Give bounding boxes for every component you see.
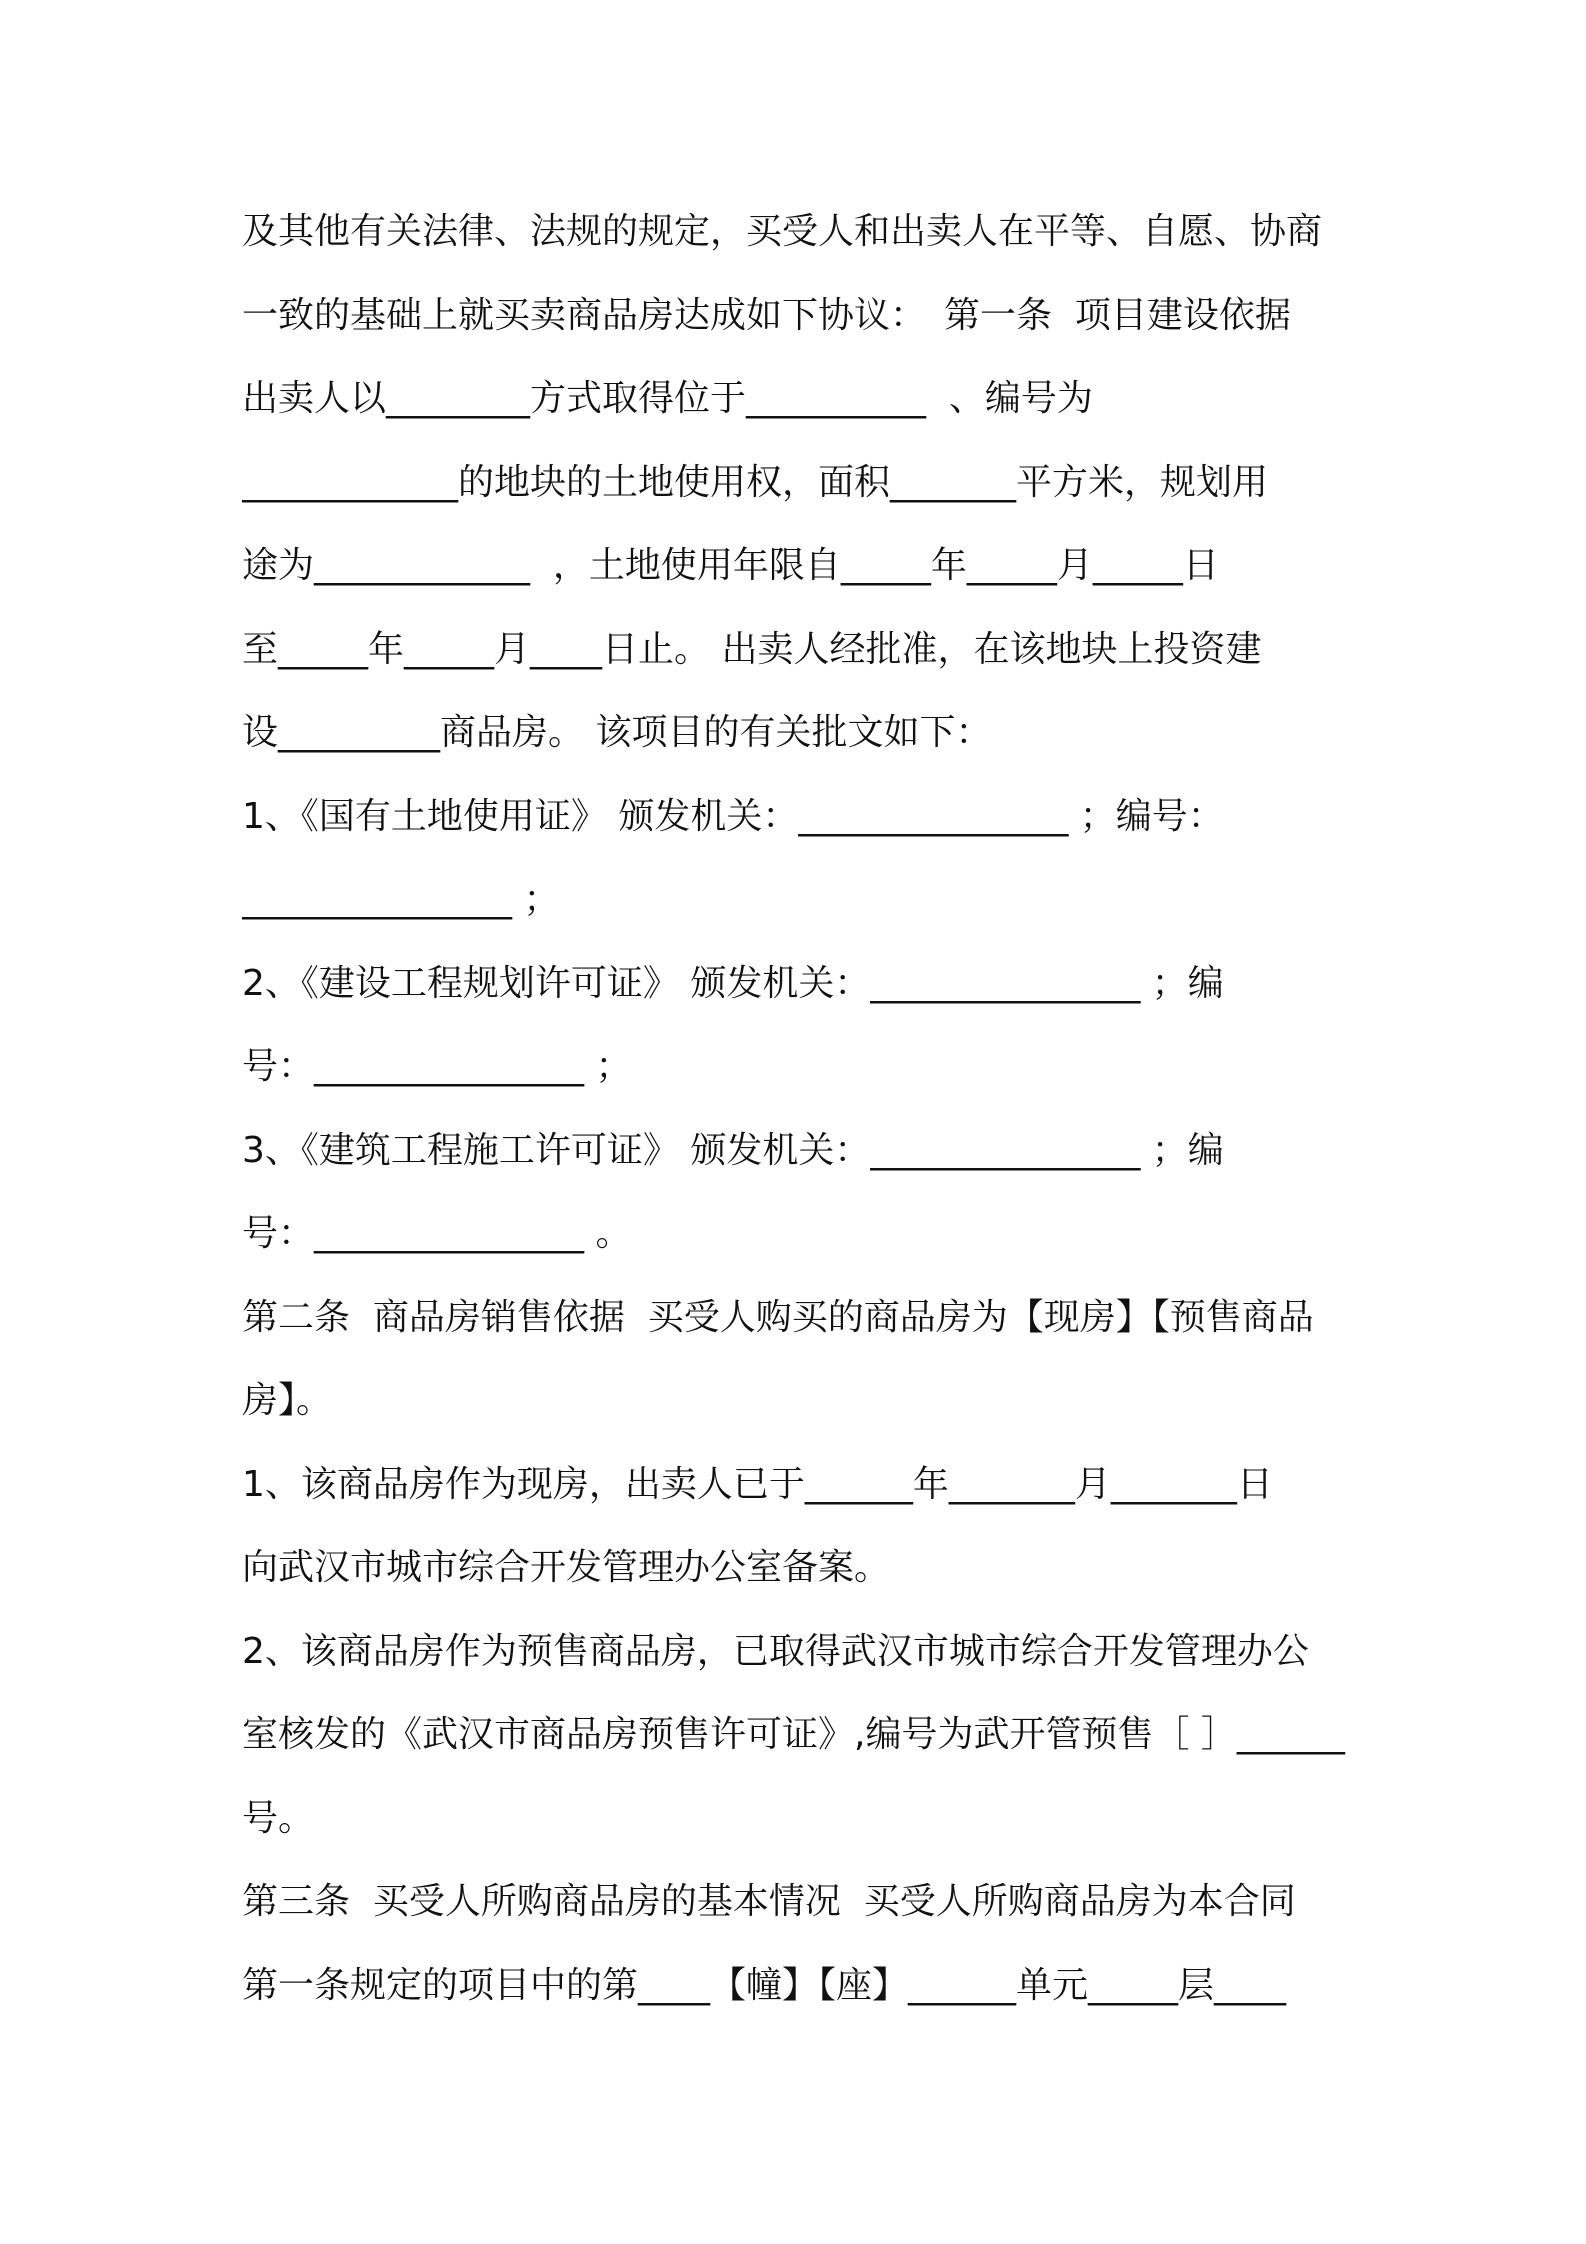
text-line: 1、《国有土地使用证》 颁发机关：_______________ ；编号：: [242, 795, 1224, 837]
text-line: 第二条 商品房销售依据 买受人购买的商品房为【现房】【预售商品: [242, 1296, 1314, 1338]
text-line: 3、《建筑工程施工许可证》 颁发机关：_______________ ；编: [242, 1129, 1224, 1171]
text-line: 室核发的《武汉市商品房预售许可证》,编号为武开管预售［ ］______: [242, 1714, 1345, 1755]
text-line: 及其他有关法律、法规的规定，买受人和出卖人在平等、自愿、协商: [242, 211, 1323, 252]
text-line: 号：_______________ ；: [242, 1046, 632, 1087]
text-line: 一致的基础上就买卖商品房达成如下协议： 第一条 项目建设依据: [242, 294, 1291, 336]
text-line: 1、该商品房作为现房，出卖人已于______年_______月_______日: [242, 1463, 1273, 1505]
text-line: 至_____年_____月____日止。 出卖人经批准，在该地块上投资建: [242, 628, 1262, 670]
text-line: 2、该商品房作为预售商品房，已取得武汉市城市综合开发管理办公: [242, 1630, 1309, 1672]
text-line: 2、《建设工程规划许可证》 颁发机关：_______________ ；编: [242, 962, 1224, 1004]
text-line: 向武汉市城市综合开发管理办公室备案。: [242, 1547, 891, 1588]
text-line: 号。: [242, 1797, 315, 1839]
text-line: 途为____________ ，土地使用年限自_____年_____月_____日: [242, 545, 1219, 586]
text-line: _______________ ；: [242, 879, 560, 920]
text-line: 第三条 买受人所购商品房的基本情况 买受人所购商品房为本合同: [242, 1881, 1296, 1922]
text-line: 房】。: [242, 1380, 333, 1421]
text-line: 号：_______________ 。: [242, 1213, 632, 1254]
text-line: 设_________商品房。 该项目的有关批文如下：: [242, 712, 992, 753]
text-line: 出卖人以________方式取得位于__________ 、编号为: [242, 378, 1093, 419]
text-line: ____________的地块的土地使用权，面积_______平方米，规划用: [242, 461, 1269, 503]
text-line: 第一条规定的项目中的第____【幢】【座】______单元_____层____: [242, 1964, 1287, 2006]
contract-text: [242, 190, 1362, 2027]
